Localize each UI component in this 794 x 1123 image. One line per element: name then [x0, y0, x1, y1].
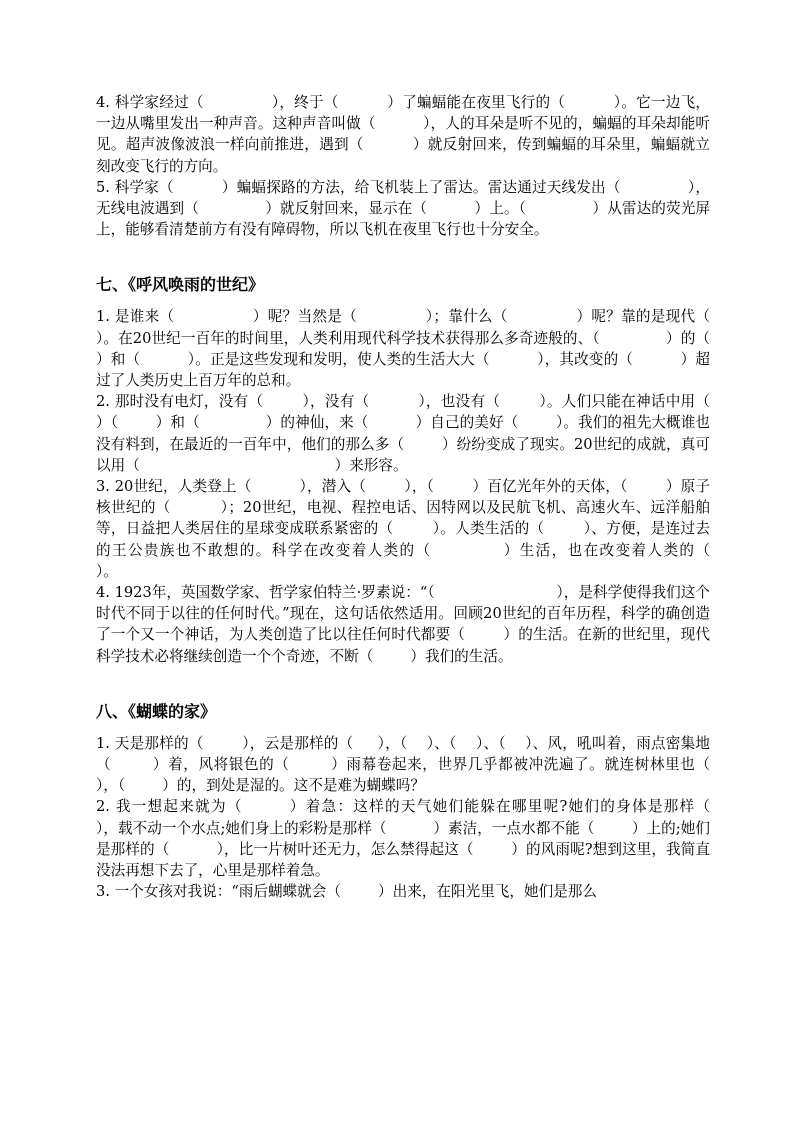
- section-eight: [96, 701, 757, 903]
- section-heading: 七、《呼风唤雨的世纪》: [96, 275, 265, 295]
- question-1: 1. 天是那样的（ ），云是那样的（ ），（ ）、（ ）、（ ）、风，吼叫着，雨点密集地（ ）着，风将银色的（ ）雨幕卷起来，世界几乎都被冲洗遍了。就连树林里也（ ），（ ）的，到处是湿的。这不是难为蝴蝶吗？: [96, 734, 757, 795]
- question-4: 4. 科学家经过（ ），终于（ ）了蝙蝠能在夜里飞行的（ ）。它一边飞，一边从嘴里发出一种声音。这种声音叫做（ ），人的耳朵是听不见的，蝙蝠的耳朵却能听见。超声波像波浪一样向前推进，遇到（ ）就反射回来，传到蝙蝠的耳朵里，蝙蝠就立刻改变飞行的方向。: [96, 94, 710, 175]
- question-1: 1. 是谁来（ ）呢？当然是（ ）；靠什么（ ）呢？靠的是现代（ ）。在20世纪一百年的时间里，人类利用现代科学技术获得那么多奇迹般的、（ ）的（ ）和（ ）。正是这些发现和发明，使人类的生活大大（ ），其改变的（ ）超过了人类历史上百万年的总和。: [96, 308, 775, 390]
- section-bat: [96, 92, 710, 240]
- question-3: 3. 20世纪，人类登上（ ），潜入（ ），（ ）百亿光年外的天体，（ ）原子核世纪的（ ）；20世纪，电视、程控电话、因特网以及民航飞机、高速火车、远洋船舶等，日益把人类居住的星球变成联系紧密的（ ）。人类生活的（ ）、方便，是连过去的王公贵族也不敢想的。科学在改变着人类的（ ）生活，也在改变着人类的（ ）。: [96, 478, 775, 580]
- section-heading: 八、《蝴蝶的家》: [96, 701, 217, 721]
- question-2: 2. 那时没有电灯，没有（ ），没有（ ），也没有（ ）。人们只能在神话中用（ ）（ ）和（ ）的神仙，来（ ）自己的美好（ ）。我们的祖先大概谁也没有料到，在最近的一百年中，他们的那么多（ ）纷纷变成了现实。20世纪的成就，真可以用（ ）来形容。: [96, 393, 748, 474]
- question-3: 3. 一个女孩对我说：“雨后蝴蝶就会（ ）出来，在阳光里飞，她们是那么: [96, 883, 597, 901]
- worksheet-page: [96, 92, 775, 903]
- question-5: 5. 科学家（ ）蝙蝠探路的方法，给飞机装上了雷达。雷达通过天线发出（ ），无线电波遇到（ ）就反射回来，显示在（ ）上。（ ）从雷达的荧光屏上，能够看清楚前方有没有障碍物，所以飞机在夜里飞行也十分安全。: [96, 178, 710, 239]
- question-2: 2. 我一想起来就为（ ）着急：这样的天气她们能躲在哪里呢?她们的身体是那样（ ），载不动一个水点;她们身上的彩粉是那样（ ）素洁，一点水都不能（ ）上的;她们是那样的（ ），比一片树叶还无力，怎么禁得起这（ ）的风雨呢?想到这里，我简直没法再想下去了，心里是那样着急。: [96, 798, 748, 880]
- section-seven: [96, 274, 775, 666]
- question-4: 4. 1923年，英国数学家、哲学家伯特兰·罗素说：“（ ），是科学使得我们这个时代不同于以往的任何时代。”现在，这句话依然适用。回顾20世纪的百年历程，科学的确创造了一个又一个神话，为人类创造了比以往任何时代都要（ ）的生活。在新的世纪里，现代科学技术必将继续创造一个个奇迹，不断（ ）我们的生活。: [96, 584, 710, 665]
